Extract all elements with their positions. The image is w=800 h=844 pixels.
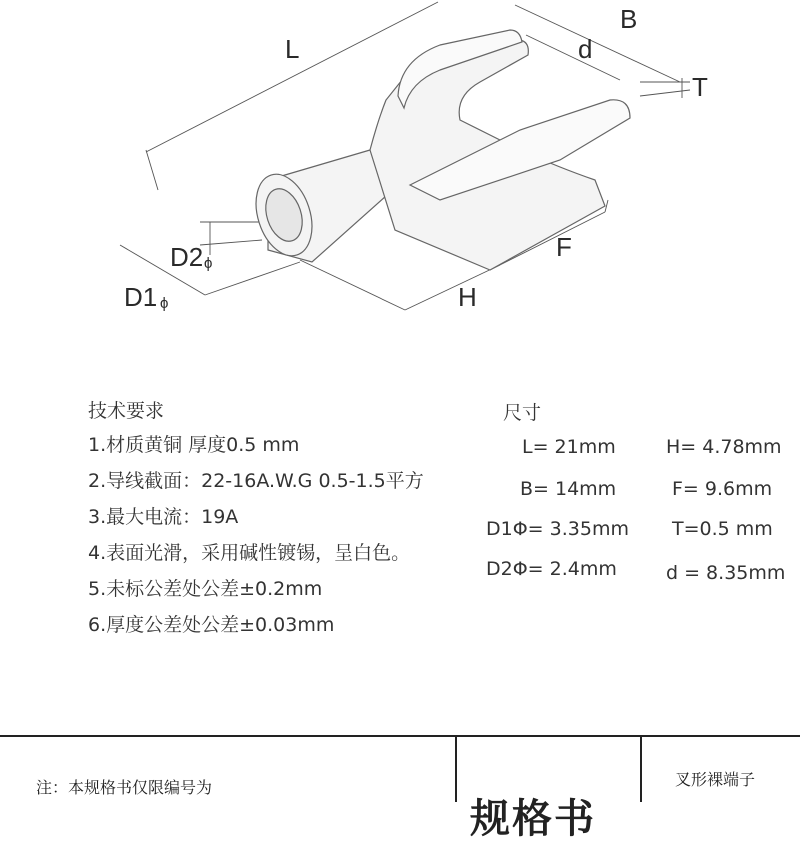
tech-requirement-item: 5.未标公差处公差±0.2mm: [88, 578, 323, 600]
label-D1-phi: ϕ: [160, 295, 169, 312]
label-H: H: [458, 282, 477, 312]
tech-requirement-item: 2.导线截面：22-16A.W.G 0.5-1.5平方: [88, 470, 424, 492]
tech-requirement-item: 4.表面光滑，采用碱性镀锡，呈白色。: [88, 542, 411, 564]
label-T: T: [692, 72, 708, 102]
dimension-value: H= 4.78mm: [666, 436, 782, 458]
label-F: F: [556, 232, 572, 262]
spec-note: 注：本规格书仅限编号为: [36, 778, 213, 797]
tech-requirement-item: 3.最大电流：19A: [88, 506, 239, 528]
tech-requirement-item: 6.厚度公差处公差±0.03mm: [88, 614, 335, 636]
title-block: [0, 735, 800, 842]
label-D1: D1: [124, 282, 158, 312]
dimension-value: d = 8.35mm: [666, 562, 786, 584]
label-L: L: [285, 34, 300, 64]
title-block-divider: [455, 737, 457, 802]
label-D2-phi: ϕ: [204, 255, 213, 272]
label-B: B: [620, 4, 638, 34]
dimension-value: D1Φ= 3.35mm: [486, 518, 629, 540]
sheet-title: 规格书: [470, 796, 596, 842]
tech-requirements-title: 技术要求: [88, 400, 165, 422]
label-d: d: [578, 34, 593, 64]
dimension-value: B= 14mm: [520, 478, 617, 500]
dimension-value: F= 9.6mm: [672, 478, 773, 500]
dimension-value: T=0.5 mm: [672, 518, 773, 540]
dimensions-title: 尺寸: [503, 402, 542, 424]
title-block-divider: [640, 737, 642, 802]
tech-requirement-item: 1.材质黄铜 厚度0.5 mm: [88, 434, 300, 456]
dimension-value: D2Φ= 2.4mm: [486, 558, 617, 580]
product-name: 叉形裸端子: [675, 770, 756, 789]
label-D2: D2: [170, 242, 204, 272]
dimension-value: L= 21mm: [522, 436, 616, 458]
